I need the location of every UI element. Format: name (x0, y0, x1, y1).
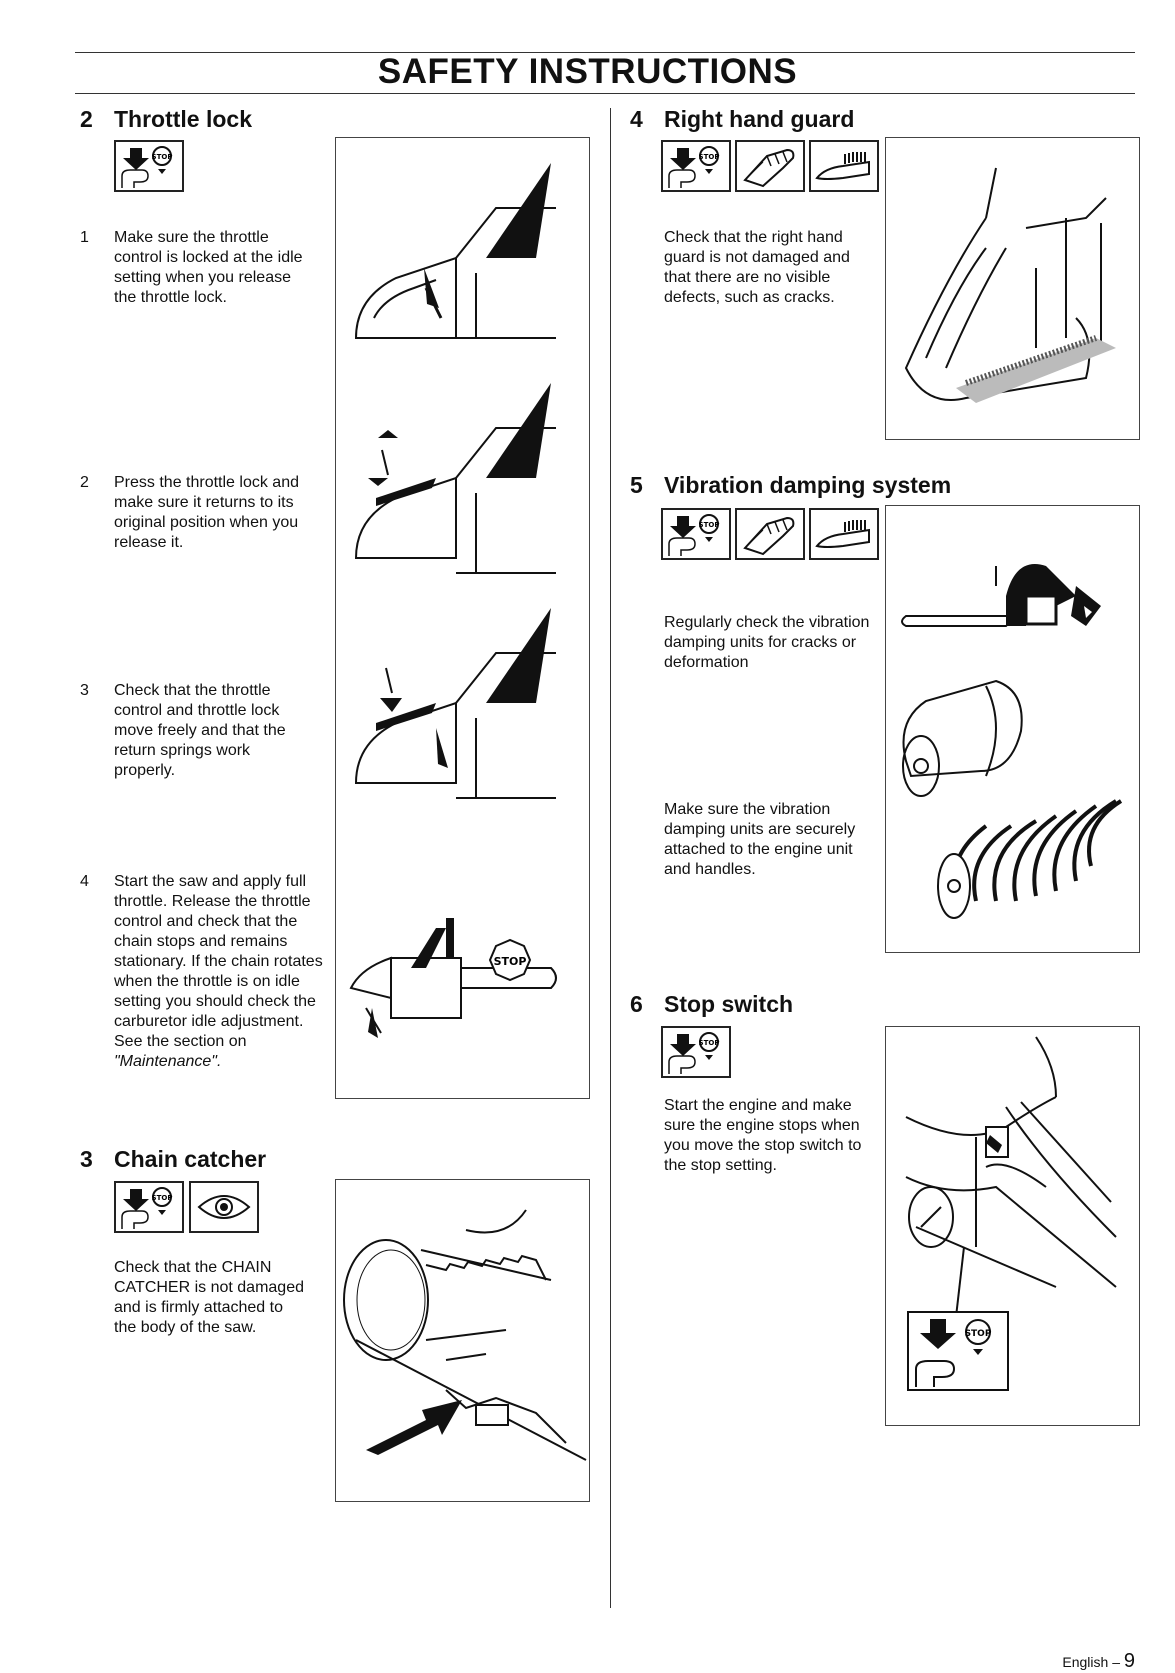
step-text (114, 872, 324, 1072)
stop-press-icon (661, 140, 731, 192)
svg-text:STOP: STOP (698, 1039, 720, 1047)
inspect-eye-icon (189, 1181, 259, 1233)
section-number: 5 (630, 472, 643, 498)
brush-icon (809, 140, 879, 192)
vibration-check-text: Regularly check the vibration damping units for cracks or deformation (664, 614, 870, 671)
step-text: Check that the throttle control and throttle lock move freely and that the return springs work properly. (114, 682, 286, 779)
svg-text:STOP: STOP (493, 955, 527, 968)
maintenance-reference[interactable]: "Maintenance". (114, 1053, 222, 1070)
vibration-damping-illustration (885, 505, 1140, 953)
section-title-stop-switch: Stop switch (664, 991, 794, 1017)
stop-press-icon (661, 1026, 731, 1078)
section-number: 2 (80, 106, 93, 132)
stop-switch-illustration (885, 1026, 1140, 1426)
step-text: Press the throttle lock and make sure it returns to its original position when you release it. (114, 474, 299, 551)
stop-press-icon (661, 508, 731, 560)
step-number: 2 (80, 474, 89, 491)
stop-badge (490, 940, 530, 980)
page-number: 9 (1123, 1650, 1135, 1672)
column-divider (610, 108, 611, 1608)
section-number: 3 (80, 1146, 93, 1172)
svg-text:STOP: STOP (698, 521, 720, 529)
svg-text:STOP: STOP (151, 153, 173, 161)
stop-press-icon (114, 1181, 184, 1233)
throttle-illustration (335, 137, 590, 1099)
section-title-vibration-damping: Vibration damping system (664, 472, 952, 498)
section-number: 6 (630, 991, 643, 1017)
step-number: 1 (80, 229, 89, 246)
gloves-icon (735, 140, 805, 192)
brush-icon (809, 508, 879, 560)
stop-switch-text: Start the engine and make sure the engine stops when you move the stop switch to the stop setting. (664, 1097, 862, 1174)
section-title-chain-catcher: Chain catcher (114, 1146, 267, 1172)
section-title-throttle-lock: Throttle lock (114, 106, 253, 132)
footer-language: English – (1062, 1654, 1120, 1670)
vibration-attach-text: Make sure the vibration damping units are securely attached to the engine unit and handles. (664, 801, 856, 878)
step-text-body: Start the saw and apply full throttle. Release the throttle control and check that the chain stops and remains stationary. If the chain rotates when the throttle is on idle setting you should check the carburetor idle adjustment. See the section on (114, 873, 323, 1050)
page-footer (1062, 1652, 1135, 1671)
right-hand-guard-illustration (885, 137, 1140, 440)
chain-catcher-text: Check that the CHAIN CATCHER is not damaged and is firmly attached to the body of the saw. (114, 1259, 304, 1336)
page-title: SAFETY INSTRUCTIONS (377, 52, 798, 91)
stop-press-icon (114, 140, 184, 192)
chain-catcher-illustration (335, 1179, 590, 1502)
header-bottom-rule (75, 93, 1135, 94)
step-number: 3 (80, 682, 89, 699)
right-hand-guard-text: Check that the right hand guard is not damaged and that there are no visible defects, such as cracks. (664, 229, 850, 306)
svg-text:STOP: STOP (151, 1194, 173, 1202)
svg-text:STOP: STOP (698, 153, 720, 161)
section-title-right-hand-guard: Right hand guard (664, 106, 855, 132)
step-text: Make sure the throttle control is locked at the idle setting when you release the throttle lock. (114, 229, 303, 306)
gloves-icon (735, 508, 805, 560)
step-number: 4 (80, 873, 89, 890)
section-number: 4 (630, 106, 643, 132)
svg-text:STOP: STOP (964, 1329, 992, 1339)
